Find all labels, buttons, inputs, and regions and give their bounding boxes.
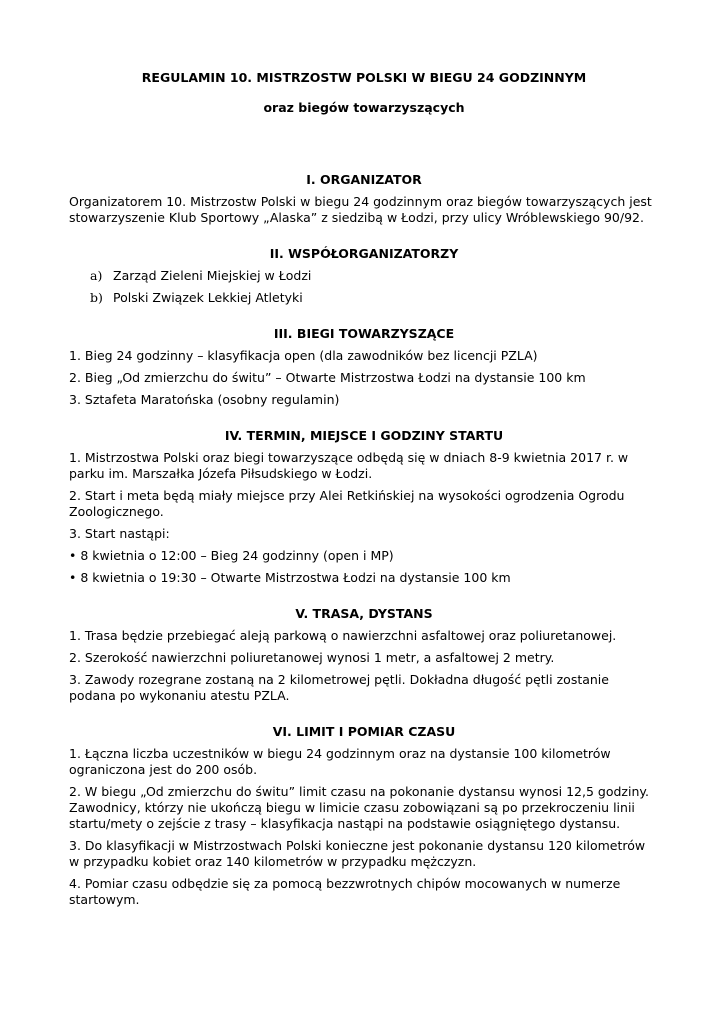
section-termin-miejsce	[69, 428, 659, 586]
list-item: 2. W biegu „Od zmierzchu do świtu” limit czasu na pokonanie dystansu wynosi 12,5 godziny. Zawodnicy, którzy nie ukończą biegu w limicie czasu zobowiązani są po przekroczeniu linii startu/mety o zejście z trasy – klasyfikacja nastąpi na podstawie osiągniętego dystansu.	[69, 784, 649, 831]
section-biegi-towarzyszace	[69, 326, 659, 408]
list-item: 1. Mistrzostwa Polski oraz biegi towarzyszące odbędą się w dniach 8-9 kwietnia 2017 r. w parku im. Marszałka Józefa Piłsudskiego w Łodzi.	[69, 450, 629, 481]
section-heading: I. ORGANIZATOR	[306, 172, 422, 187]
paragraph: Organizatorem 10. Mistrzostw Polski w biegu 24 godzinnym oraz biegów towarzyszących jest stowarzyszenie Klub Sportowy „Alaska” z siedzibą w Łodzi, przy ulicy Wróblewskiego 90/92.	[69, 194, 652, 225]
section-trasa-dystans	[69, 606, 659, 704]
list-item	[69, 268, 659, 284]
list-item: 1. Bieg 24 godzinny – klasyfikacja open (dla zawodników bez licencji PZLA)	[69, 348, 538, 363]
list-item: 4. Pomiar czasu odbędzie się za pomocą bezzwrotnych chipów mocowanych w numerze startowym.	[69, 876, 621, 907]
list-item: 2. Start i meta będą miały miejsce przy Alei Retkińskiej na wysokości ogrodzenia Ogrodu Zoologicznego.	[69, 488, 625, 519]
list-item	[69, 290, 659, 306]
list-item: 2. Bieg „Od zmierzchu do świtu” – Otwarte Mistrzostwa Łodzi na dystansie 100 km	[69, 370, 586, 385]
section-limit-pomiar-czasu	[69, 724, 659, 908]
list-item: 3. Zawody rozegrane zostaną na 2 kilometrowej pętli. Dokładna długość pętli zostanie podana po wykonaniu atestu PZLA.	[69, 672, 609, 703]
list-item-text: Polski Związek Lekkiej Atletyki	[113, 290, 303, 305]
section-heading: II. WSPÓŁORGANIZATORZY	[269, 246, 459, 261]
list-item-text: Zarząd Zieleni Miejskiej w Łodzi	[113, 268, 312, 283]
document-title: REGULAMIN 10. MISTRZOSTW POLSKI W BIEGU 24 GODZINNYM	[141, 70, 587, 85]
list-item: 3. Do klasyfikacji w Mistrzostwach Polski konieczne jest pokonanie dystansu 120 kilometrów w przypadku kobiet oraz 140 kilometrów w przypadku mężczyzn.	[69, 838, 646, 869]
list-marker: b)	[90, 290, 103, 305]
document-subtitle: oraz biegów towarzyszących	[263, 100, 465, 115]
list-marker: a)	[90, 268, 103, 283]
section-heading: III. BIEGI TOWARZYSZĄCE	[273, 326, 455, 341]
section-heading: IV. TERMIN, MIEJSCE I GODZINY STARTU	[224, 428, 504, 443]
list-item: 3. Start nastąpi:	[69, 526, 170, 541]
section-organizator	[69, 172, 659, 226]
list-item: 3. Sztafeta Maratońska (osobny regulamin)	[69, 392, 340, 407]
section-heading: VI. LIMIT I POMIAR CZASU	[272, 724, 456, 739]
bullet-item: • 8 kwietnia o 19:30 – Otwarte Mistrzostwa Łodzi na dystansie 100 km	[69, 570, 511, 585]
document-page	[69, 58, 659, 908]
list-item: 2. Szerokość nawierzchni poliuretanowej wynosi 1 metr, a asfaltowej 2 metry.	[69, 650, 555, 665]
bullet-item: • 8 kwietnia o 12:00 – Bieg 24 godzinny (open i MP)	[69, 548, 394, 563]
list-item: 1. Trasa będzie przebiegać aleją parkową o nawierzchni asfaltowej oraz poliuretanowej.	[69, 628, 617, 643]
section-wspolorganizatorzy	[69, 246, 659, 306]
list-item: 1. Łączna liczba uczestników w biegu 24 godzinnym oraz na dystansie 100 kilometrów ograniczona jest do 200 osób.	[69, 746, 611, 777]
section-heading: V. TRASA, DYSTANS	[295, 606, 433, 621]
